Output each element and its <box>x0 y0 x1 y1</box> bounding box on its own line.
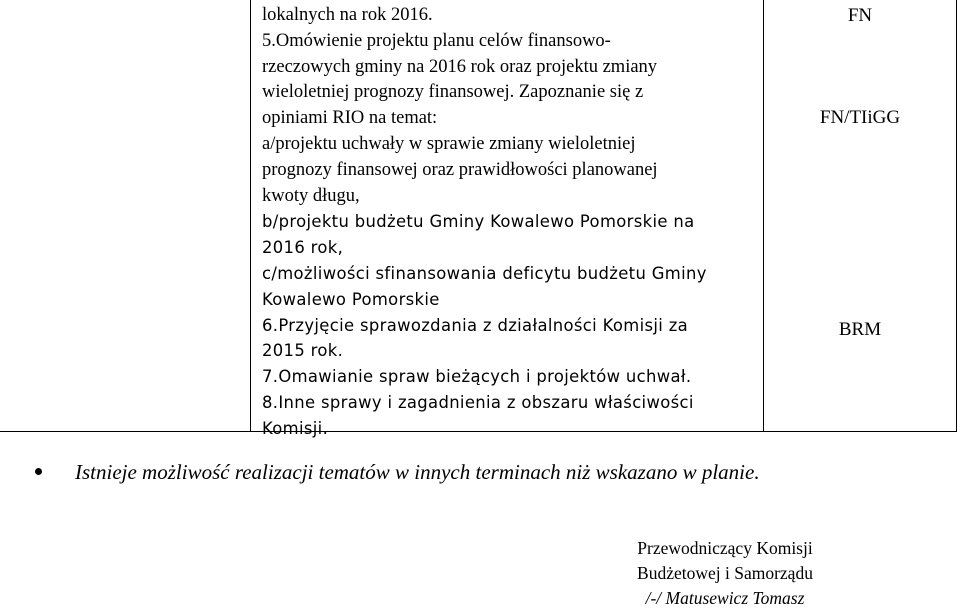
agenda-topics <box>262 3 755 442</box>
note-bullet-item <box>30 459 930 485</box>
agenda-line: b/projektu budżetu Gminy Kowalewo Pomorskie na <box>262 212 695 232</box>
responsible-brm: BRM <box>838 319 882 340</box>
agenda-line: lokalnych na rok 2016. <box>262 5 433 25</box>
table-column-divider-right <box>763 0 764 432</box>
signature-committee: Budżetowej i Samorządu <box>637 563 813 583</box>
table-border-right <box>956 0 957 432</box>
agenda-line: a/projektu uchwały w sprawie zmiany wieloletniej <box>262 133 636 154</box>
agenda-line: Komisji. <box>262 418 329 438</box>
agenda-line: 6.Przyjęcie sprawozdania z działalności Komisji za <box>262 315 689 335</box>
agenda-line: 2016 rok, <box>262 238 344 258</box>
agenda-line: 7.Omawianie spraw bieżących i projektów uchwał. <box>262 367 692 387</box>
agenda-line: rzeczowych gminy na 2016 rok oraz projektu zmiany <box>262 56 658 77</box>
agenda-line: 5.Omówienie projektu planu celów finansowo- <box>262 30 611 51</box>
bullet-icon <box>35 468 42 475</box>
agenda-line: wieloletniej prognozy finansowej. Zapoznanie się z <box>262 82 644 103</box>
signature-block <box>600 536 850 611</box>
table-column-divider-left <box>250 0 251 432</box>
agenda-line: prognozy finansowej oraz prawidłowości planowanej <box>262 159 658 180</box>
scheduling-note: Istnieje możliwość realizacji tematów w innych terminach niż wskazano w planie. <box>75 460 760 484</box>
signature-name: /-/ Matusewicz Tomasz <box>645 588 805 608</box>
agenda-line: kwoty długu, <box>262 185 360 206</box>
agenda-line: c/możliwości sfinansowania deficytu budżetu Gminy <box>262 263 707 283</box>
agenda-line: 8.Inne sprawy i zagadnienia z obszaru właściwości <box>262 392 694 412</box>
agenda-line: opiniami RIO na temat: <box>262 108 438 129</box>
agenda-line: Kowalewo Pomorskie <box>262 289 440 309</box>
responsible-fn: FN <box>847 5 873 26</box>
signature-title: Przewodniczący Komisji <box>637 538 813 558</box>
agenda-line: 2015 rok. <box>262 341 344 361</box>
responsible-fn-tligg: FN/TIiGG <box>819 107 901 128</box>
